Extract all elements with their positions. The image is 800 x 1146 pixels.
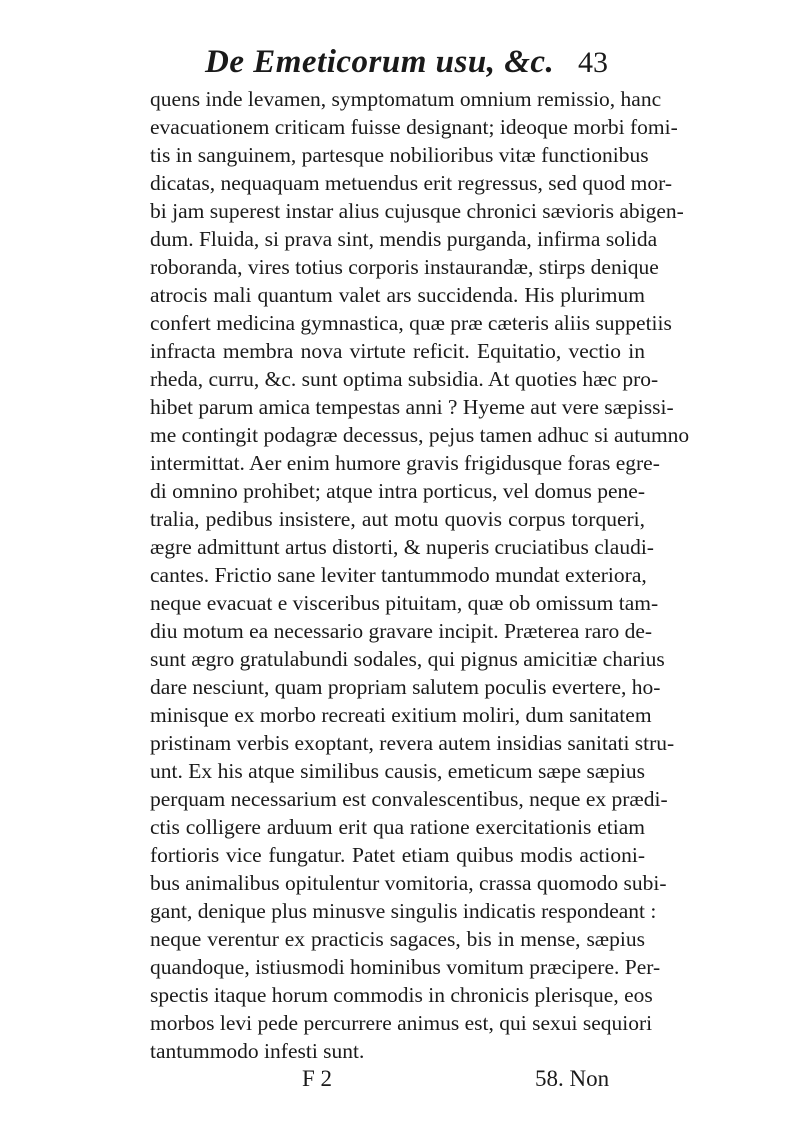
text-line: atrocis mali quantum valet ars succidenda. His plurimum — [150, 283, 645, 307]
text-line: evacuationem criticam fuisse designant; ideoque morbi fomi- — [150, 115, 678, 139]
text-line: unt. Ex his atque similibus causis, emeticum sæpe sæpius — [150, 759, 645, 783]
text-line: spectis itaque horum commodis in chronicis plerisque, eos — [150, 983, 653, 1007]
text-line: rheda, curru, &c. sunt optima subsidia. At quoties hæc pro- — [150, 367, 659, 391]
text-line: confert medicina gymnastica, quæ præ cæteris aliis suppetiis — [150, 311, 672, 335]
text-line: minisque ex morbo recreati exitium moliri, dum sanitatem — [150, 703, 652, 727]
text-line: tantummodo infesti sunt. — [150, 1039, 365, 1063]
text-line: bus animalibus opitulentur vomitoria, crassa quomodo subi- — [150, 871, 667, 895]
text-line: morbos levi pede percurrere animus est, qui sexui sequiori — [150, 1011, 653, 1035]
text-line: tis in sanguinem, partesque nobilioribus vitæ functionibus — [150, 143, 649, 167]
text-line: quens inde levamen, symptomatum omnium remissio, hanc — [150, 87, 662, 111]
text-line: diu motum ea necessario gravare incipit. Præterea raro de- — [150, 619, 653, 643]
text-line: sunt ægro gratulabundi sodales, qui pignus amicitiæ charius — [150, 647, 665, 671]
text-line: dum. Fluida, si prava sint, mendis purganda, infirma solida — [150, 227, 658, 251]
signature-mark: F 2 — [302, 1066, 333, 1091]
text-line: roboranda, vires totius corporis instaurandæ, stirps denique — [150, 255, 659, 279]
text-line: perquam necessarium est convalescentibus, neque ex prædi- — [150, 787, 668, 811]
text-line: dare nesciunt, quam propriam salutem poculis evertere, ho- — [150, 675, 661, 699]
page-footer — [0, 1066, 800, 1100]
running-title: De Emeticorum usu, &c. — [205, 44, 555, 80]
text-line: ægre admittunt artus distorti, & nuperis cruciatibus claudi- — [150, 535, 654, 559]
catchword: 58. Non — [535, 1066, 610, 1091]
text-line: di omnino prohibet; atque intra porticus, vel domus pene- — [150, 479, 645, 503]
text-line: bi jam superest instar alius cujusque chronici sævioris abigen- — [150, 199, 684, 223]
text-line: ctis colligere arduum erit qua ratione exercitationis etiam — [150, 815, 645, 839]
text-line: quandoque, istiusmodi hominibus vomitum præcipere. Per- — [150, 955, 661, 979]
text-line: gant, denique plus minusve singulis indicatis respondeant : — [150, 899, 657, 923]
text-line: infracta membra nova virtute reficit. Equitatio, vectio in — [150, 339, 645, 363]
text-line: cantes. Frictio sane leviter tantummodo mundat exteriora, — [150, 563, 647, 587]
text-line: pristinam verbis exoptant, revera autem insidias sanitati stru- — [150, 731, 675, 755]
page-number: 43 — [578, 46, 608, 79]
text-line: neque evacuat e visceribus pituitam, quæ ob omissum tam- — [150, 591, 659, 615]
text-line: intermittat. Aer enim humore gravis frigidusque foras egre- — [150, 451, 660, 475]
text-line: hibet parum amica tempestas anni ? Hyeme aut vere sæpissi- — [150, 395, 674, 419]
text-line: neque verentur ex practicis sagaces, bis in mense, sæpius — [150, 927, 645, 951]
text-line: fortioris vice fungatur. Patet etiam quibus modis actioni- — [150, 843, 645, 867]
text-line: tralia, pedibus insistere, aut motu quovis corpus torqueri, — [150, 507, 645, 531]
text-line: dicatas, nequaquam metuendus erit regressus, sed quod mor- — [150, 171, 672, 195]
running-head — [205, 44, 635, 84]
text-line: me contingit podagræ decessus, pejus tamen adhuc si autumno — [150, 423, 690, 447]
